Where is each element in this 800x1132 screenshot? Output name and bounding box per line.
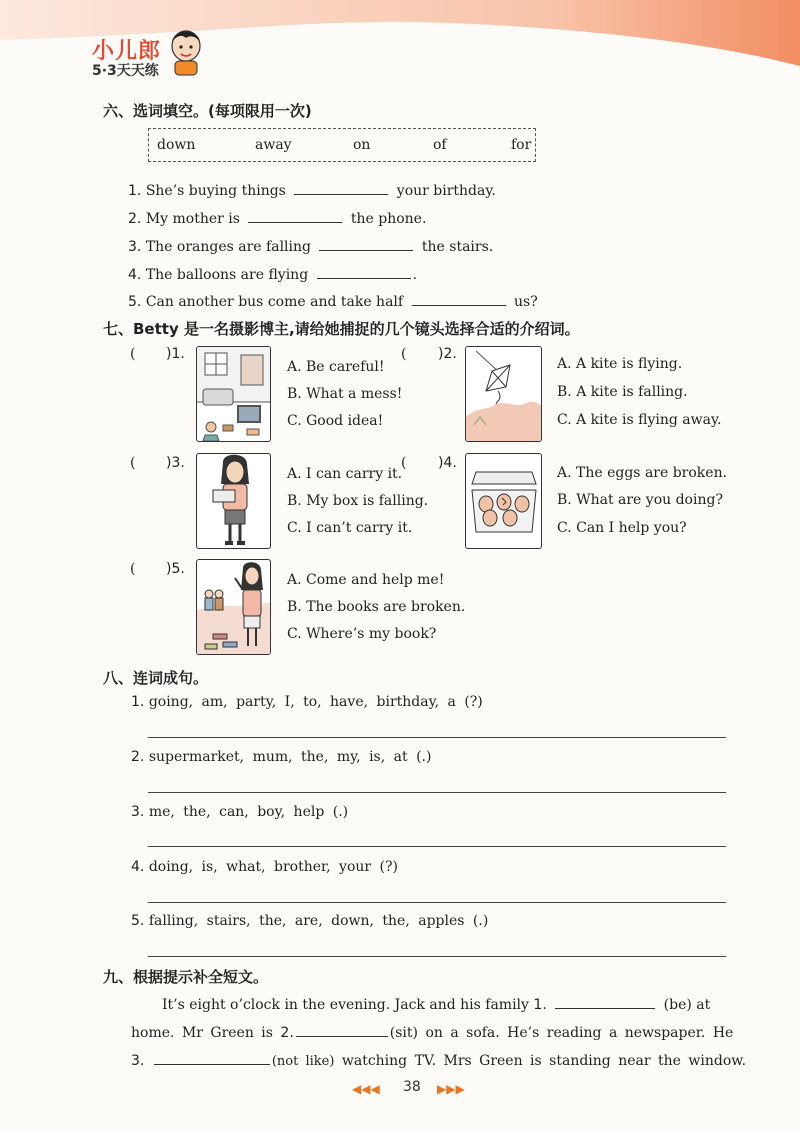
- section7-title: 七、Betty 是一名摄影博主,请给她捕捉的几个镜头选择合适的介绍词。: [103, 320, 580, 338]
- option-b: B. A kite is falling.: [557, 384, 688, 400]
- option-a: A. The eggs are broken.: [557, 465, 728, 481]
- books-on-ground-illustration: [196, 559, 271, 655]
- girl-carrying-box-illustration: [196, 453, 271, 549]
- scrambled-words: supermarket, mum, the, my, is, at (.): [148, 749, 432, 765]
- verb-hint: (not like): [271, 1054, 335, 1069]
- messy-room-illustration: [196, 346, 271, 442]
- mascot-icon: [166, 26, 206, 76]
- scrambled-words: falling, stairs, the, are, down, the, apples (.): [148, 913, 489, 929]
- answer-paren[interactable]: (: [401, 346, 407, 362]
- word-order-item: [131, 694, 483, 710]
- passage-line-1: [162, 994, 710, 1013]
- item-text-before: Can another bus come and take half: [145, 294, 404, 310]
- option-b: B. The books are broken.: [287, 599, 466, 615]
- answer-blank[interactable]: [248, 208, 342, 223]
- item-number: 3.: [131, 804, 145, 820]
- option-c: C. A kite is flying away.: [557, 412, 722, 428]
- series-label: 5·3天天练: [92, 63, 159, 79]
- blank-number: 3.: [131, 1053, 145, 1069]
- kite-illustration: [465, 346, 542, 442]
- item-number: 2.: [128, 211, 142, 227]
- item-number: 1.: [131, 694, 145, 710]
- item-text-before: The oranges are falling: [145, 239, 311, 255]
- item-number: )1.: [166, 346, 185, 362]
- scrambled-words: me, the, can, boy, help (.): [148, 804, 349, 820]
- answer-paren[interactable]: (: [130, 561, 136, 577]
- brand-logo: 小儿郎: [92, 39, 162, 64]
- item-text-after: the stairs.: [421, 239, 494, 255]
- passage-text: watching TV. Mrs Green is standing near the window.: [341, 1053, 747, 1069]
- item-text-after: .: [412, 267, 418, 283]
- item-text-after: the phone.: [350, 211, 427, 227]
- item-number: 2.: [131, 749, 145, 765]
- section6-title: 六、选词填空。(每项限用一次): [103, 102, 312, 120]
- option-c: C. Can I help you?: [557, 520, 687, 536]
- item-number: )4.: [438, 455, 457, 471]
- passage-line-2: [131, 1022, 733, 1041]
- answer-line[interactable]: [148, 846, 726, 847]
- item-number: 5.: [131, 913, 145, 929]
- passage-text: home. Mr Green is: [131, 1025, 273, 1041]
- item-number: )3.: [166, 455, 185, 471]
- answer-blank[interactable]: [154, 1050, 270, 1065]
- item-text-before: My mother is: [145, 211, 240, 227]
- answer-paren[interactable]: (: [130, 455, 136, 471]
- word-bank-item: on: [353, 137, 371, 153]
- option-a: A. I can carry it.: [287, 466, 403, 482]
- option-c: C. Good idea!: [287, 413, 384, 429]
- item-number: 3.: [128, 239, 142, 255]
- option-c: C. Where’s my book?: [287, 626, 437, 642]
- fill-blank-item: [128, 291, 538, 310]
- item-text-after: us?: [514, 294, 538, 310]
- section9-title: 九、根据提示补全短文。: [103, 968, 269, 986]
- word-order-item: [131, 749, 431, 765]
- egg-carton-illustration: [465, 453, 542, 549]
- item-number: 5.: [128, 294, 142, 310]
- answer-blank[interactable]: [317, 264, 411, 279]
- option-c: C. I can’t carry it.: [287, 520, 413, 536]
- verb-hint: (be) at: [663, 997, 711, 1013]
- prev-page-arrows: ◀◀◀: [352, 1082, 380, 1096]
- fill-blank-item: [128, 180, 496, 199]
- scrambled-words: doing, is, what, brother, your (?): [148, 859, 398, 875]
- blank-number: 1.: [533, 997, 547, 1013]
- word-order-item: [131, 859, 398, 875]
- word-bank-item: of: [433, 137, 447, 153]
- answer-line[interactable]: [148, 956, 726, 957]
- item-text-before: She’s buying things: [145, 183, 286, 199]
- option-b: B. What a mess!: [287, 386, 403, 402]
- answer-line[interactable]: [148, 737, 726, 738]
- word-bank: [148, 128, 536, 162]
- item-number: 1.: [128, 183, 142, 199]
- word-order-item: [131, 913, 488, 929]
- answer-blank[interactable]: [294, 180, 388, 195]
- answer-line[interactable]: [148, 902, 726, 903]
- fill-blank-item: [128, 264, 417, 283]
- word-order-item: [131, 804, 348, 820]
- word-bank-item: down: [157, 137, 196, 153]
- item-number: 4.: [128, 267, 142, 283]
- answer-blank[interactable]: [412, 291, 506, 306]
- fill-blank-item: [128, 236, 493, 255]
- answer-line[interactable]: [148, 792, 726, 793]
- next-page-arrows: ▶▶▶: [437, 1082, 465, 1096]
- answer-paren[interactable]: (: [130, 346, 136, 362]
- item-number: )5.: [166, 561, 185, 577]
- blank-number: 2.: [280, 1025, 294, 1041]
- passage-text: It’s eight o’clock in the evening. Jack and his family: [162, 997, 529, 1013]
- passage-line-3: [131, 1050, 746, 1069]
- word-bank-item: away: [255, 137, 292, 153]
- scrambled-words: going, am, party, I, to, have, birthday, a (?): [148, 694, 483, 710]
- option-b: B. What are you doing?: [557, 492, 723, 508]
- option-a: A. Come and help me!: [287, 572, 445, 588]
- item-text-before: The balloons are flying: [145, 267, 309, 283]
- section8-title: 八、连词成句。: [103, 669, 209, 687]
- option-a: A. A kite is flying.: [557, 356, 683, 372]
- item-text-after: your birthday.: [396, 183, 496, 199]
- item-number: )2.: [438, 346, 457, 362]
- passage-text: (sit) on a sofa. He’s reading a newspaper. He: [389, 1025, 734, 1041]
- item-number: 4.: [131, 859, 145, 875]
- page-number: 38: [403, 1079, 421, 1095]
- option-b: B. My box is falling.: [287, 493, 429, 509]
- answer-paren[interactable]: (: [401, 455, 407, 471]
- word-bank-item: for: [511, 137, 532, 153]
- answer-blank[interactable]: [555, 994, 655, 1009]
- option-a: A. Be careful!: [287, 359, 385, 375]
- fill-blank-item: [128, 208, 426, 227]
- answer-blank[interactable]: [319, 236, 413, 251]
- answer-blank[interactable]: [296, 1022, 388, 1037]
